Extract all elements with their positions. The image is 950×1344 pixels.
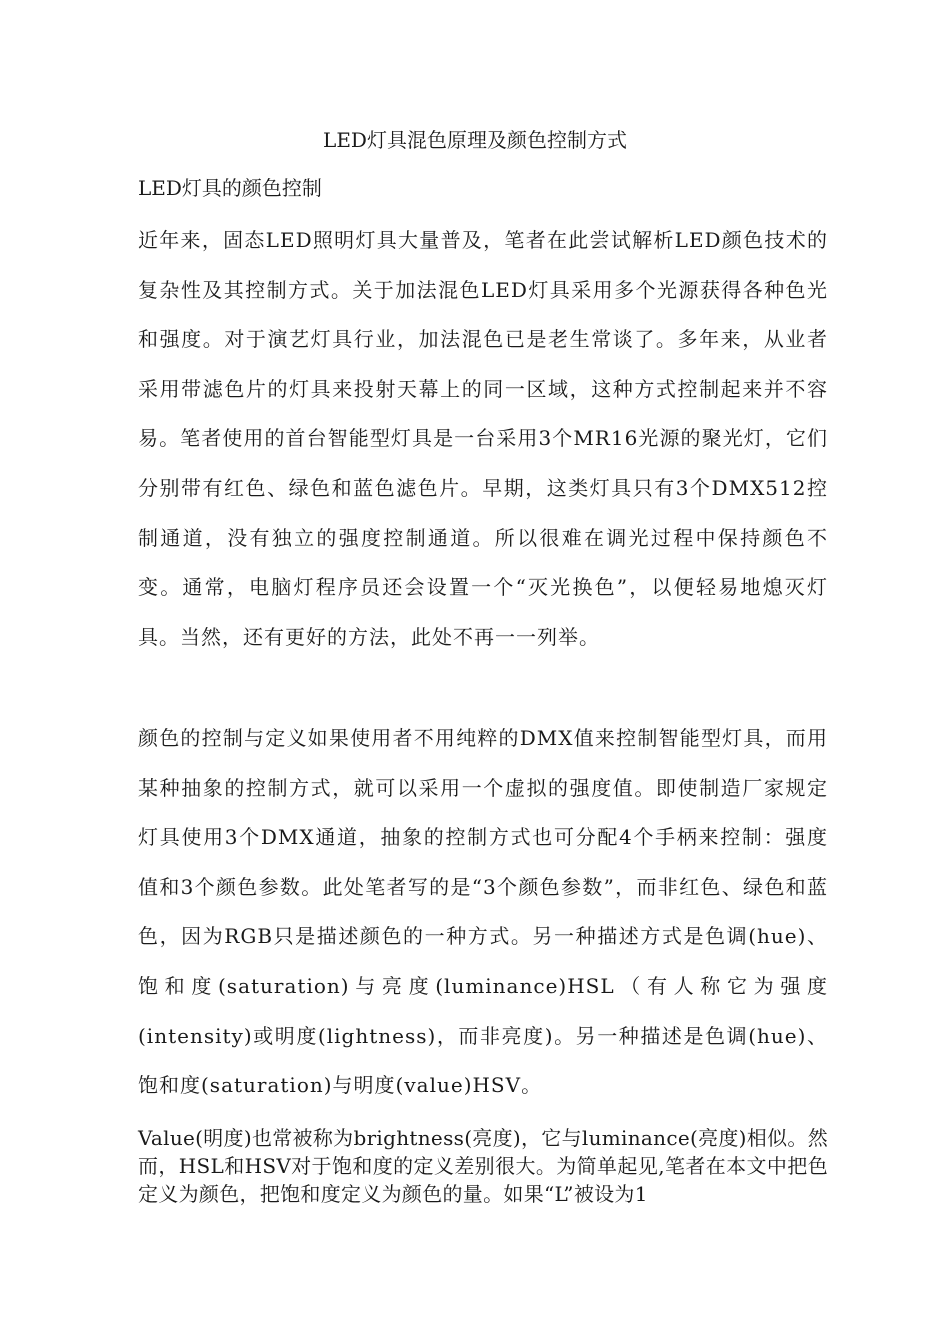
body-paragraph-3: Value(明度)也常被称为brightness(亮度)，它与luminance(亮度)相似。然而，HSL和HSV对于饱和度的定义差别很大。为简单起见,笔者在本文中把色定义为颜色，把饱和度定义为颜色的量。如果“L”被设为1 xyxy=(138,1126,828,1206)
body-paragraph-1: 近年来，固态LED照明灯具大量普及，笔者在此尝试解析LED颜色技术的复杂性及其控制方式。关于加法混色LED灯具采用多个光源获得各种色光和强度。对于演艺灯具行业，加法混色已是老生常谈了。多年来，从业者采用带滤色片的灯具来投射天幕上的同一区域，这种方式控制起来并不容易。笔者使用的首台智能型灯具是一台采用3个MR16光源的聚光灯，它们分别带有红色、绿色和蓝色滤色片。早期，这类灯具只有3个DMX512控制通道，没有独立的强度控制通道。所以很难在调光过程中保持颜色不变。通常，电脑灯程序员还会设置一个“灭光换色”，以便轻易地熄灭灯具。当然，还有更好的方法，此处不再一一列举。 xyxy=(138,228,828,649)
document-title: LED灯具混色原理及颜色控制方式 xyxy=(323,128,627,152)
body-paragraph-2: 颜色的控制与定义如果使用者不用纯粹的DMX值来控制智能型灯具，而用某种抽象的控制方式，就可以采用一个虚拟的强度值。即使制造厂家规定灯具使用3个DMX通道，抽象的控制方式也可分配4个手柄来控制：强度值和3个颜色参数。此处笔者写的是“3个颜色参数”，而非红色、绿色和蓝色，因为RGB只是描述颜色的一种方式。另一种描述方式是色调(hue)、饱和度(saturation)与亮度(luminance)HSL（有人称它为强度(intensity)或明度(lightness)，而非亮度)。另一种描述是色调(hue)、饱和度(saturation)与明度(value)HSV。 xyxy=(138,726,828,1098)
section-heading: LED灯具的颜色控制 xyxy=(138,176,322,200)
